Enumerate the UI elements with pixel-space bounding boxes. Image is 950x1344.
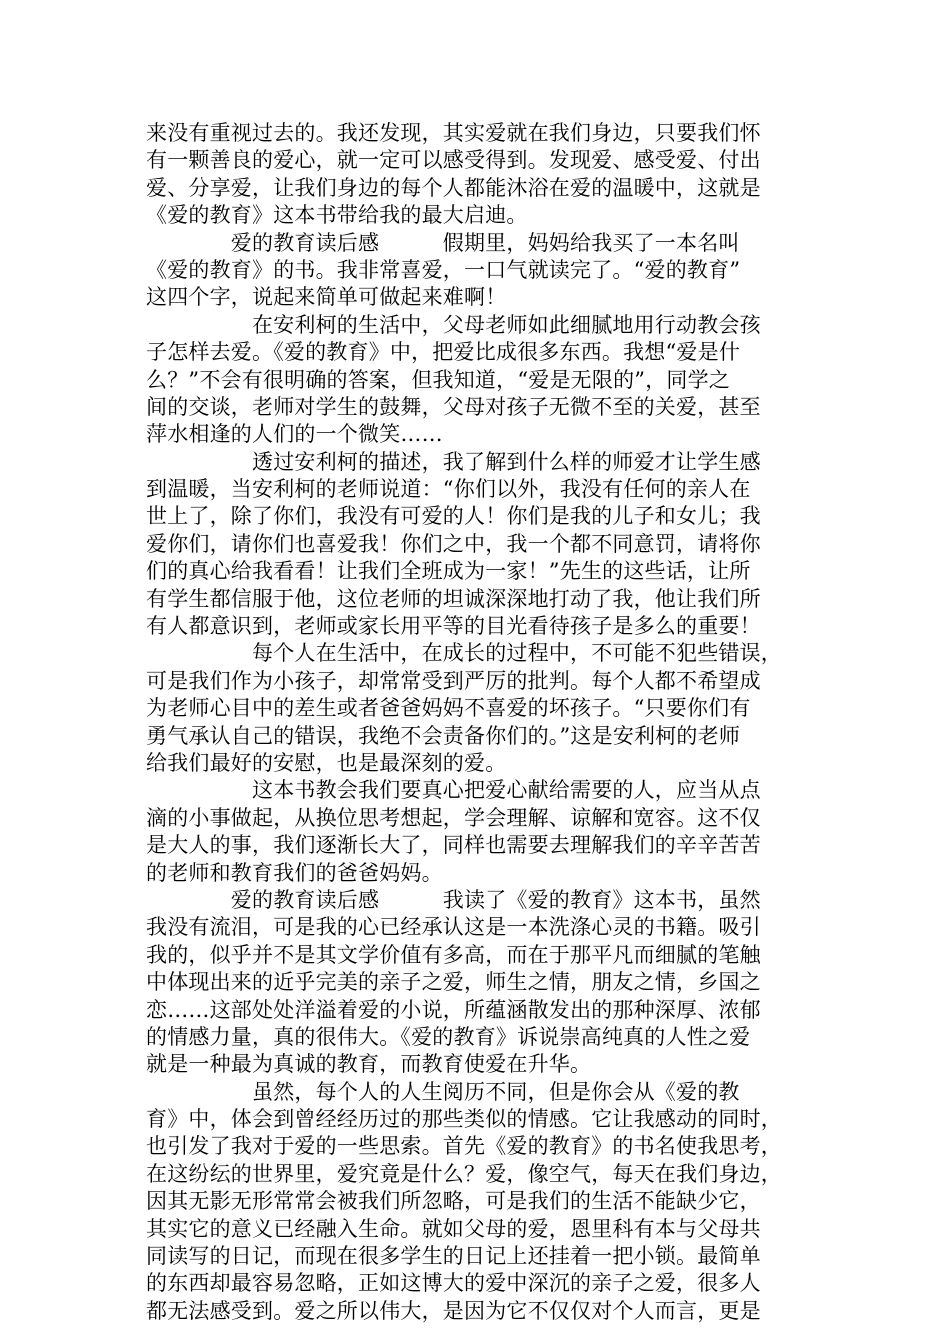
text-line: 《爱的教育》的书。我非常喜爱，一口气就读完了。“爱的教育” [146, 257, 741, 282]
text-line: 滴的小事做起，从换位思考想起，学会理解、谅解和宽容。这不仅 [146, 805, 761, 830]
text-line: 是大人的事，我们逐渐长大了，同样也需要去理解我们的辛辛苦苦 [146, 833, 761, 858]
text-line: 萍水相逢的人们的一个微笑…… [146, 422, 443, 447]
text-line: 其实它的意义已经融入生命。就如父母的爱，恩里科有本与父母共 [146, 1216, 761, 1241]
text-line: 有人都意识到，老师或家长用平等的目光看待孩子是多么的重要！ [146, 614, 761, 639]
text-line: 透过安利柯的描述，我了解到什么样的师爱才让学生感 [146, 449, 761, 474]
text-line: 就是一种最为真诚的教育，而教育使爱在升华。 [146, 1052, 592, 1077]
text-line: 有学生都信服于他，这位老师的坦诚深深地打动了我，他让我们所 [146, 586, 761, 611]
text-line: 都无法感受到。爱之所以伟大，是因为它不仅仅对个人而言，更是 [146, 1298, 761, 1323]
text-line: 这本书教会我们要真心把爱心献给需要的人，应当从点 [146, 778, 761, 803]
text-line: 《爱的教育》这本书带给我的最大启迪。 [146, 203, 528, 228]
text-line: 爱你们，请你们也喜爱我！你们之中，我一个都不同意罚，请将你 [146, 531, 761, 556]
text-line: 子怎样去爱。《爱的教育》中，把爱比成很多东西。我想“爱是什 [146, 340, 741, 365]
text-line: 的情感力量，真的很伟大。《爱的教育》诉说崇高纯真的人性之爱 [146, 1024, 751, 1049]
text-line: 的东西却最容易忽略，正如这博大的爱中深沉的亲子之爱，很多人 [146, 1271, 761, 1296]
text-line: 因其无影无形常常会被我们所忽略，可是我们的生活不能缺少它， [146, 1189, 761, 1214]
text-line: 为老师心目中的差生或者爸爸妈妈不喜爱的坏孩子。“只要你们有 [146, 696, 751, 721]
text-line: 的老师和教育我们的爸爸妈妈。 [146, 860, 443, 885]
text-line: 么？”不会有很明确的答案，但我知道，“爱是无限的”，同学之 [146, 367, 731, 392]
text-line: 我的，似乎并不是其文学价值有多高，而在于那平凡而细腻的笔触 [146, 942, 761, 967]
text-line: 同读写的日记，而现在很多学生的日记上还挂着一把小锁。最简单 [146, 1244, 761, 1269]
text-line: 在安利柯的生活中，父母老师如此细腻地用行动教会孩 [146, 312, 761, 337]
text-line: 恋……这部处处洋溢着爱的小说，所蕴涵散发出的那种深厚、浓郁 [146, 997, 761, 1022]
body-text [146, 120, 806, 1325]
text-line: 中体现出来的近乎完美的亲子之爱，师生之情，朋友之情，乡国之 [146, 970, 761, 995]
text-line: 每个人在生活中，在成长的过程中，不可能不犯些错误， [146, 641, 782, 666]
text-line: 给我们最好的安慰，也是最深刻的爱。 [146, 750, 507, 775]
text-line: 到温暖，当安利柯的老师说道：“你们以外，我没有任何的亲人在 [146, 477, 751, 502]
text-line: 勇气承认自己的错误，我绝不会责备你们的。”这是安利柯的老师 [146, 723, 741, 748]
text-line: 可是我们作为小孩子，却常常受到严厉的批判。每个人都不希望成 [146, 668, 761, 693]
text-line: 在这纷纭的世界里，爱究竟是什么？爱，像空气，每天在我们身边， [146, 1161, 782, 1186]
text-line: 有一颗善良的爱心，就一定可以感受得到。发现爱、感受爱、付出 [146, 148, 761, 173]
text-line: 也引发了我对于爱的一些思索。首先《爱的教育》的书名使我思考， [146, 1134, 782, 1159]
text-line: 我没有流泪，可是我的心已经承认这是一本洗涤心灵的书籍。吸引 [146, 915, 761, 940]
text-line: 爱的教育读后感 我读了《爱的教育》这本书，虽然 [146, 887, 761, 912]
text-line: 来没有重视过去的。我还发现，其实爱就在我们身边，只要我们怀 [146, 121, 761, 145]
text-line: 育》中，体会到曾经经历过的那些类似的情感。它让我感动的同时， [146, 1107, 782, 1132]
text-line: 虽然，每个人的人生阅历不同，但是你会从《爱的教 [146, 1079, 740, 1104]
text-line: 间的交谈，老师对学生的鼓舞，父母对孩子无微不至的关爱，甚至 [146, 394, 761, 419]
text-line: 爱、分享爱，让我们身边的每个人都能沐浴在爱的温暖中，这就是 [146, 175, 761, 200]
text-line: 这四个字，说起来简单可做起来难啊！ [146, 285, 507, 310]
text-line: 爱的教育读后感 假期里，妈妈给我买了一本名叫 [146, 230, 740, 255]
text-line: 世上了，除了你们，我没有可爱的人！你们是我的儿子和女儿；我 [146, 504, 761, 529]
text-line: 们的真心给我看看！让我们全班成为一家！”先生的这些话，让所 [146, 559, 751, 584]
